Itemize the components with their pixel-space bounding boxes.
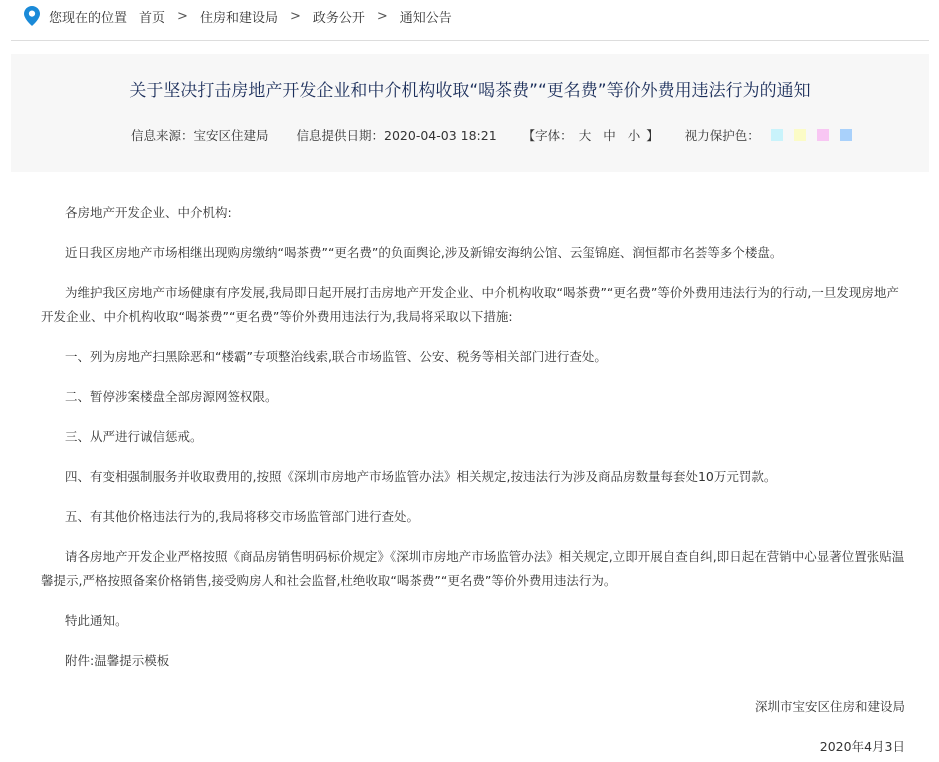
eye-care-swatch-blue[interactable] [840,129,852,141]
article-body [41,201,907,673]
location-pin-icon [24,6,40,26]
signature: 深圳市宝安区住房和建设局 [754,699,905,714]
font-size-large-button[interactable]: 大 [578,128,592,143]
eye-care-label: 视力保护色： [684,128,760,143]
paragraph-measure-1: 一、列为房地产扫黑除恶和“楼霸”专项整治线索,联合市场监管、公安、税务等相关部门进行查处。 [65,349,607,364]
article-title: 关于坚决打击房地产开发企业和中介机构收取“喝茶费”“更名费”等价外费用违法行为的通知 [129,81,811,101]
eye-care-swatch-yellow[interactable] [794,129,806,141]
breadcrumb-home-link[interactable]: 首页 [139,10,166,26]
breadcrumb-gov-affairs-link[interactable]: 政务公开 [312,10,365,26]
sign-date: 2020年4月3日 [819,739,905,754]
breadcrumb-location-label: 您现在的位置 [49,10,128,26]
paragraph-closing: 特此通知。 [65,613,128,628]
info-date: 信息提供日期：2020-04-03 18:21 [296,128,497,143]
breadcrumb-separator: > [177,8,188,24]
paragraph-measure-4: 四、有变相强制服务并收取费用的,按照《深圳市房地产市场监管办法》相关规定,按违法行为涉及商品房数量每套处10万元罚款。 [65,469,777,484]
breadcrumb-divider [11,40,929,41]
font-size-label-open: 【字体： [522,128,573,143]
font-size-medium-button[interactable]: 中 [603,128,616,143]
article-header [11,54,929,172]
paragraph-measure-2: 二、暂停涉案楼盘全部房源网签权限。 [65,389,278,404]
breadcrumb-housing-bureau-link[interactable]: 住房和建设局 [199,10,278,26]
font-size-small-button[interactable]: 小 [627,128,641,143]
breadcrumb-separator: > [376,8,388,24]
attachment-link[interactable]: 附件:温馨提示模板 [65,653,170,668]
paragraph-action: 为维护我区房地产市场健康有序发展,我局即日起开展打击房地产开发企业、中介机构收取“喝茶费”“更名费”等价外费用违法行为的行动,一旦发现房地产开发企业、中介机构收取“喝茶费”“更名费”等价外费用违法行为,我局将采取以下措施: [41,285,899,324]
font-size-label-close: 】 [646,128,659,143]
article-meta [131,126,852,144]
paragraph-requirements: 请各房地产开发企业严格按照《商品房销售明码标价规定》《深圳市房地产市场监管办法》相关规定,立即开展自查自纠,即日起在营销中心显著位置张贴温馨提示,严格按照备案价格销售,接受购房人和社会监督,杜绝收取“喝茶费”“更名费”等价外费用违法行为。 [41,549,905,588]
info-source: 信息来源：宝安区住建局 [131,128,269,143]
paragraph-measure-5: 五、有其他价格违法行为的,我局将移交市场监管部门进行查处。 [65,509,419,524]
paragraph-measure-3: 三、从严进行诚信惩戒。 [65,429,203,444]
breadcrumb [24,6,452,26]
eye-care-swatch-cyan[interactable] [771,129,783,141]
eye-care-swatch-pink[interactable] [817,129,829,141]
paragraph-background: 近日我区房地产市场相继出现购房缴纳“喝茶费”“更名费”的负面舆论,涉及新锦安海纳公馆、云玺锦庭、润恒都市名荟等多个楼盘。 [65,245,783,260]
breadcrumb-notices-link[interactable]: 通知公告 [399,10,452,26]
paragraph-salutation: 各房地产开发企业、中介机构: [65,205,232,220]
breadcrumb-separator: > [289,8,301,24]
